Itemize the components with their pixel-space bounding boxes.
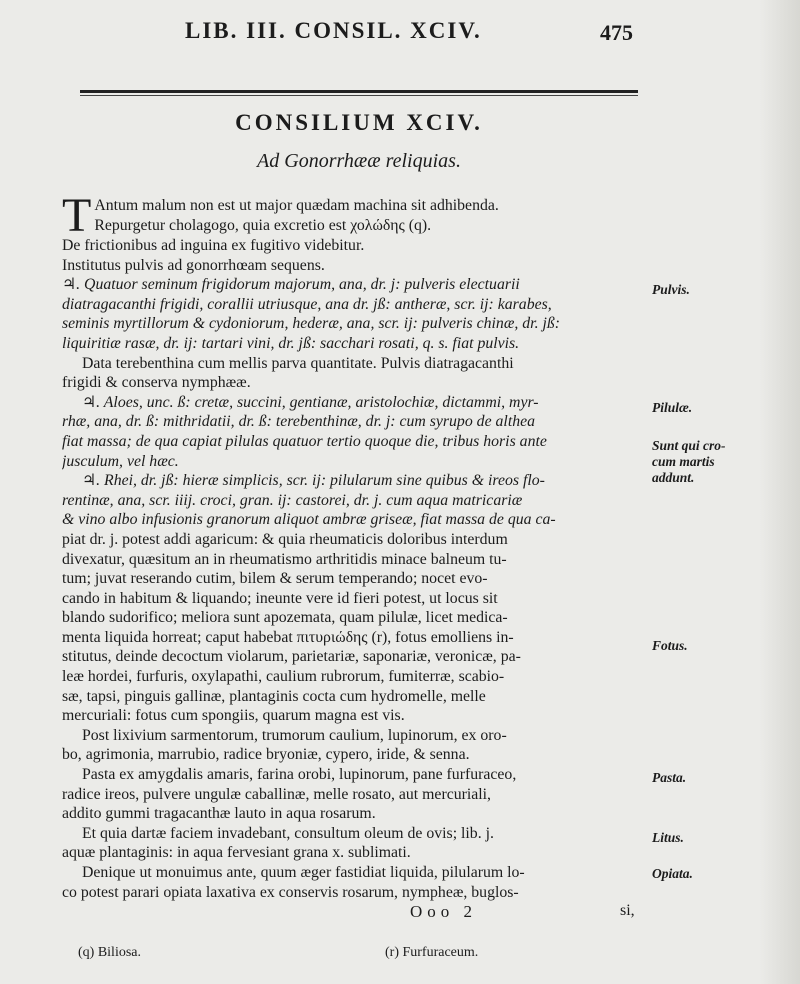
margin-note-pasta: Pasta. [652,770,687,785]
text-line: Antum malum non est ut major quædam machina sit adhibenda. [94,197,499,214]
text-line: leæ hordei, furfuris, oxylapathi, caulium rubrorum, fumiterræ, scabio- [62,668,505,686]
consilium-title: CONSILIUM XCIV. [235,110,483,135]
catchword: si, [620,902,635,919]
text-line: rhæ, ana, dr. ß: mithridatii, dr. ß: terebenthinæ, dr. j: cum syrupo de althea [62,413,536,431]
footnote-q: (q) Biliosa. [78,945,141,960]
text-line: tum; juvat reserando cutim, bilem & serum temperando; nocet evo- [62,570,488,588]
text-line: piat dr. j. potest addi agaricum: & quia rheumaticis doloribus interdum [62,530,508,548]
text-line: blando sudorifico; meliora sunt apozemata, quam pilulæ, licet medica- [62,609,508,627]
text-line: addito gummi tragacanthæ lauto in aqua rosarum. [62,805,376,823]
text-line: frigidi & conserva nymphææ. [62,374,251,392]
text-line: rentinæ, ana, scr. iiij. croci, gran. ij: castorei, dr. j. cum aqua matricariæ [62,491,523,509]
text-line: Institutus pulvis ad gonorrhœam sequens. [62,256,325,274]
text-line: cando in habitum & liquando; ineunte vere id fieri potest, ut locus sit [62,589,498,607]
footnote-r: (r) Furfuraceum. [385,945,479,960]
margin-note-pilulae: Pilulæ. [652,400,693,415]
consilium-subtitle: Ad Gonorrhææ reliquias. [257,150,461,172]
margin-note-sunt-qui: Sunt qui cro- [652,438,726,453]
text-line: liquiritiæ rasæ, dr. ij: tartari vini, dr. jß: sacchari rosati, q. s. fiat pulvis. [62,334,520,352]
text-line: Denique ut monuimus ante, quum æger fastidiat liquida, pilularum lo- [82,864,525,881]
text-line: Data terebenthina cum mellis parva quantitate. Pulvis diatragacanthi [82,354,514,372]
text-line: ♃. Aloes, unc. ß: cretæ, succini, gentianæ, aristolochiæ, dictammi, myr- [82,393,539,411]
text-line: radice ireos, pulvere ungulæ caballinæ, melle rosato, aut mercuriali, [62,785,491,803]
text-line: aquæ plantaginis: in aqua fervesiant grana x. sublimati. [62,844,411,862]
margin-note-addunt: addunt. [652,470,695,485]
text-line: sæ, tapsi, pinguis gallinæ, plantaginis cocta cum hydromelle, melle [62,687,486,705]
margin-note-pulvis: Pulvis. [652,282,690,297]
text-line: Pasta ex amygdalis amaris, farina orobi, lupinorum, pane furfuraceo, [82,766,517,784]
text-line: Et quia dartæ faciem invadebant, consultum oleum de ovis; lib. j. [82,824,494,842]
header-rule-thick [80,90,638,93]
text-line: divexatur, quæsitum an in rheumatismo arthritidis minace balneum tu- [62,550,507,568]
text-line: stitutus, deinde decoctum violarum, parietariæ, saponariæ, veronicæ, pa- [62,648,521,666]
signature-mark: Ooo 2 [410,902,478,921]
page-edge-shadow [760,0,800,984]
page-number: 475 [600,20,633,45]
text-line: bo, agrimonia, marrubio, radice bryoniæ, cypero, iride, & senna. [62,746,470,764]
running-head-title: LIB. III. CONSIL. XCIV. [185,18,482,43]
text-line: De frictionibus ad inguina ex fugitivo videbitur. [62,237,365,254]
margin-note-cum-martis: cum martis [652,454,715,469]
text-line: ♃. Rhei, dr. jß: hieræ simplicis, scr. ij: pilularum sine quibus & ireos flo- [82,472,545,490]
text-line: diatragacanthi frigidi, corallii utriusque, ana dr. jß: antheræ, scr. ij: karabes, [62,295,552,313]
margin-note-fotus: Fotus. [652,638,688,653]
text-line: mercuriali: fotus cum spongiis, quarum magna est vis. [62,707,405,725]
margin-note-opiata: Opiata. [652,866,693,881]
text-line: & vino albo infusionis granorum aliquot ambræ griseæ, fiat massa de qua ca- [62,511,556,529]
text-line: menta liquida horreat; caput habebat πιτυριώδης (r), fotus emolliens in- [62,628,514,646]
running-head [0,18,800,54]
drop-cap: T [62,189,92,242]
margin-note-litus: Litus. [652,830,684,845]
text-line: jusculum, vel hæc. [62,452,179,470]
text-line: co potest parari opiata laxativa ex conservis rosarum, nympheæ, buglos- [62,883,519,901]
text-line: fiat massa; de qua capiat pilulas quatuor tertio quoque die, tribus horis ante [62,432,547,450]
body-text [62,189,647,902]
header-rule-thin [80,95,638,96]
text-line: Repurgetur cholagogo, quia excretio est χολώδης (q). [94,216,432,234]
text-line: Post lixivium sarmentorum, trumorum caulium, lupinorum, ex oro- [82,726,507,744]
text-line: ♃. Quatuor seminum frigidorum majorum, ana, dr. j: pulveris electuarii [62,276,520,294]
text-line: seminis myrtillorum & cydoniorum, hederæ, ana, scr. ij: pulveris chinæ, dr. jß: [62,315,561,333]
